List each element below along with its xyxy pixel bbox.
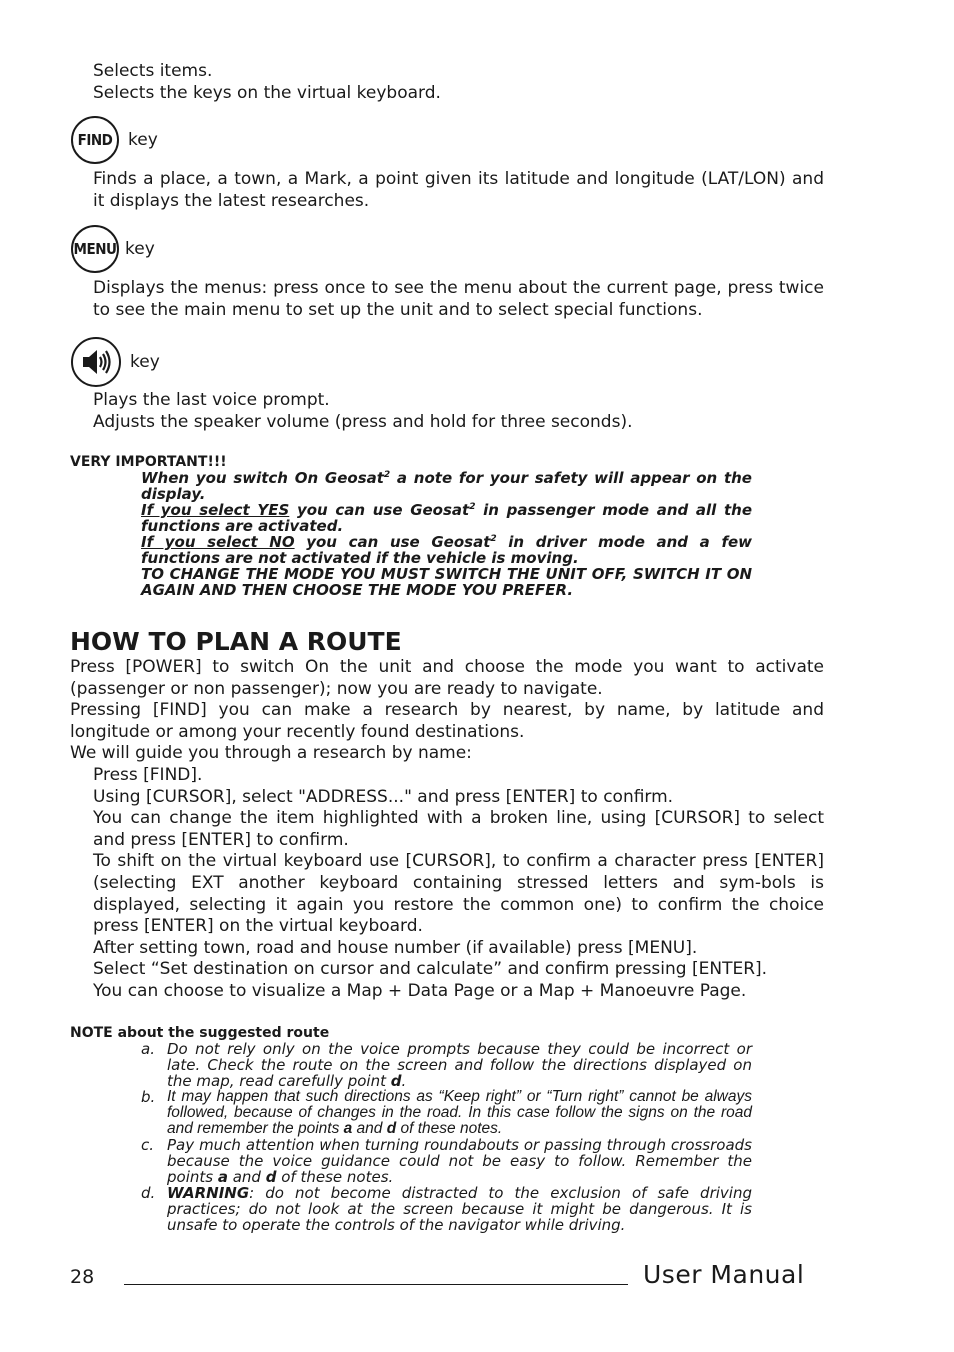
voice-key-word: key (130, 352, 160, 372)
find-description: Finds a place, a town, a Mark, a point given its latitude and longitude (LAT/LON) and it displays the latest researches. (93, 169, 824, 211)
route-step: You can choose to visualize a Map + Data Page or a Map + Manoeuvre Page. (93, 980, 747, 1001)
note-item-b: b. It may happen that such directions as “Keep right” or “Turn right” cannot be always followed, because of changes in the road. In this case follow the signs on the road and remember the points a and d of these notes. (141, 1088, 752, 1137)
menu-key-word: key (125, 239, 155, 259)
note-item-c: c. Pay much attention when turning roundabouts or passing through crossroads because the voice guidance could not be easy to follow. Remember the points a and d of these notes. (141, 1136, 752, 1186)
important-heading: VERY IMPORTANT!!! (70, 454, 227, 470)
route-step: You can change the item highlighted with a broken line, using [CURSOR] to select and press [ENTER] to confirm. (93, 808, 824, 850)
find-key-word: key (128, 130, 158, 150)
important-line-2: If you select YES you can use Geosat$^2$ in passenger mode and all the functions are activated. (141, 501, 753, 535)
voice-description (93, 390, 828, 433)
footer-title: User Manual (643, 1260, 805, 1289)
footer-rule (124, 1284, 628, 1285)
speaker-icon (71, 337, 121, 387)
route-step: Using [CURSOR], select "ADDRESS..." and press [ENTER] to confirm. (93, 786, 674, 807)
important-line-1: When you switch On Geosat$^2$ a note for your safety will appear on the display. (141, 469, 752, 503)
route-paragraph-1: Press [POWER] to switch On the unit and choose the mode you want to activate (passenger or non passenger); now you are ready to navigate. (70, 657, 824, 699)
voice-key-row (71, 337, 160, 387)
find-key-row (71, 116, 158, 164)
page-number: 28 (70, 1266, 95, 1288)
route-intro (70, 657, 824, 765)
cursor-description (93, 61, 828, 104)
route-steps (93, 765, 824, 1003)
cursor-line-2: Selects the keys on the virtual keyboard. (93, 82, 441, 103)
note-item-d: d. WARNING: do not become distracted to the exclusion of safe driving practices; do not look at the screen because it might be dangerous. It is unsafe to operate the controls of the navigator while driving. (141, 1184, 752, 1234)
important-line-3: If you select NO you can use Geosat$^2$ in driver mode and a few functions are not activated if the vehicle is moving. (141, 533, 752, 567)
menu-description: Displays the menus: press once to see the menu about the current page, press twice to see the main menu to set up the unit and to select special functions. (93, 278, 824, 320)
route-step: After setting town, road and house number (if available) press [MENU]. (93, 937, 698, 958)
find-key-icon: FIND (71, 116, 119, 164)
menu-key-icon: MENU (71, 225, 119, 273)
section-title: HOW TO PLAN A ROUTE (70, 627, 402, 656)
route-paragraph-2: Pressing [FIND] you can make a research by nearest, by name, by latitude and longitude or among your recently found destinations. (70, 700, 824, 742)
note-heading: NOTE about the suggested route (70, 1025, 330, 1041)
route-step: To shift on the virtual keyboard use [CURSOR], to confirm a character press [ENTER] (selecting EXT another keyboard containing stressed letters and sym-bols is displayed, selecting it again you restore the common one) to confirm the choice press [ENTER] on the virtual keyboard. (93, 851, 824, 937)
important-line-4: TO CHANGE THE MODE YOU MUST SWITCH THE UNIT OFF, SWITCH IT ON AGAIN AND THEN CHOOSE THE MODE YOU PREFER. (141, 565, 752, 599)
menu-key-row (71, 225, 155, 273)
note-item-a: a. Do not rely only on the voice prompts because they could be incorrect or late. Check the route on the screen and follow the directions displayed on the map, read carefully point d. (141, 1040, 752, 1090)
voice-line-2: Adjusts the speaker volume (press and hold for three seconds). (93, 411, 633, 432)
cursor-line-1: Selects items. (93, 61, 213, 81)
route-step: Press [FIND]. (93, 765, 203, 785)
route-paragraph-3: We will guide you through a research by name: (70, 743, 472, 764)
voice-line-1: Plays the last voice prompt. (93, 390, 330, 410)
note-list (141, 1041, 752, 1233)
route-step: Select “Set destination on cursor and calculate” and confirm pressing [ENTER]. (93, 959, 768, 980)
important-note (141, 470, 752, 598)
